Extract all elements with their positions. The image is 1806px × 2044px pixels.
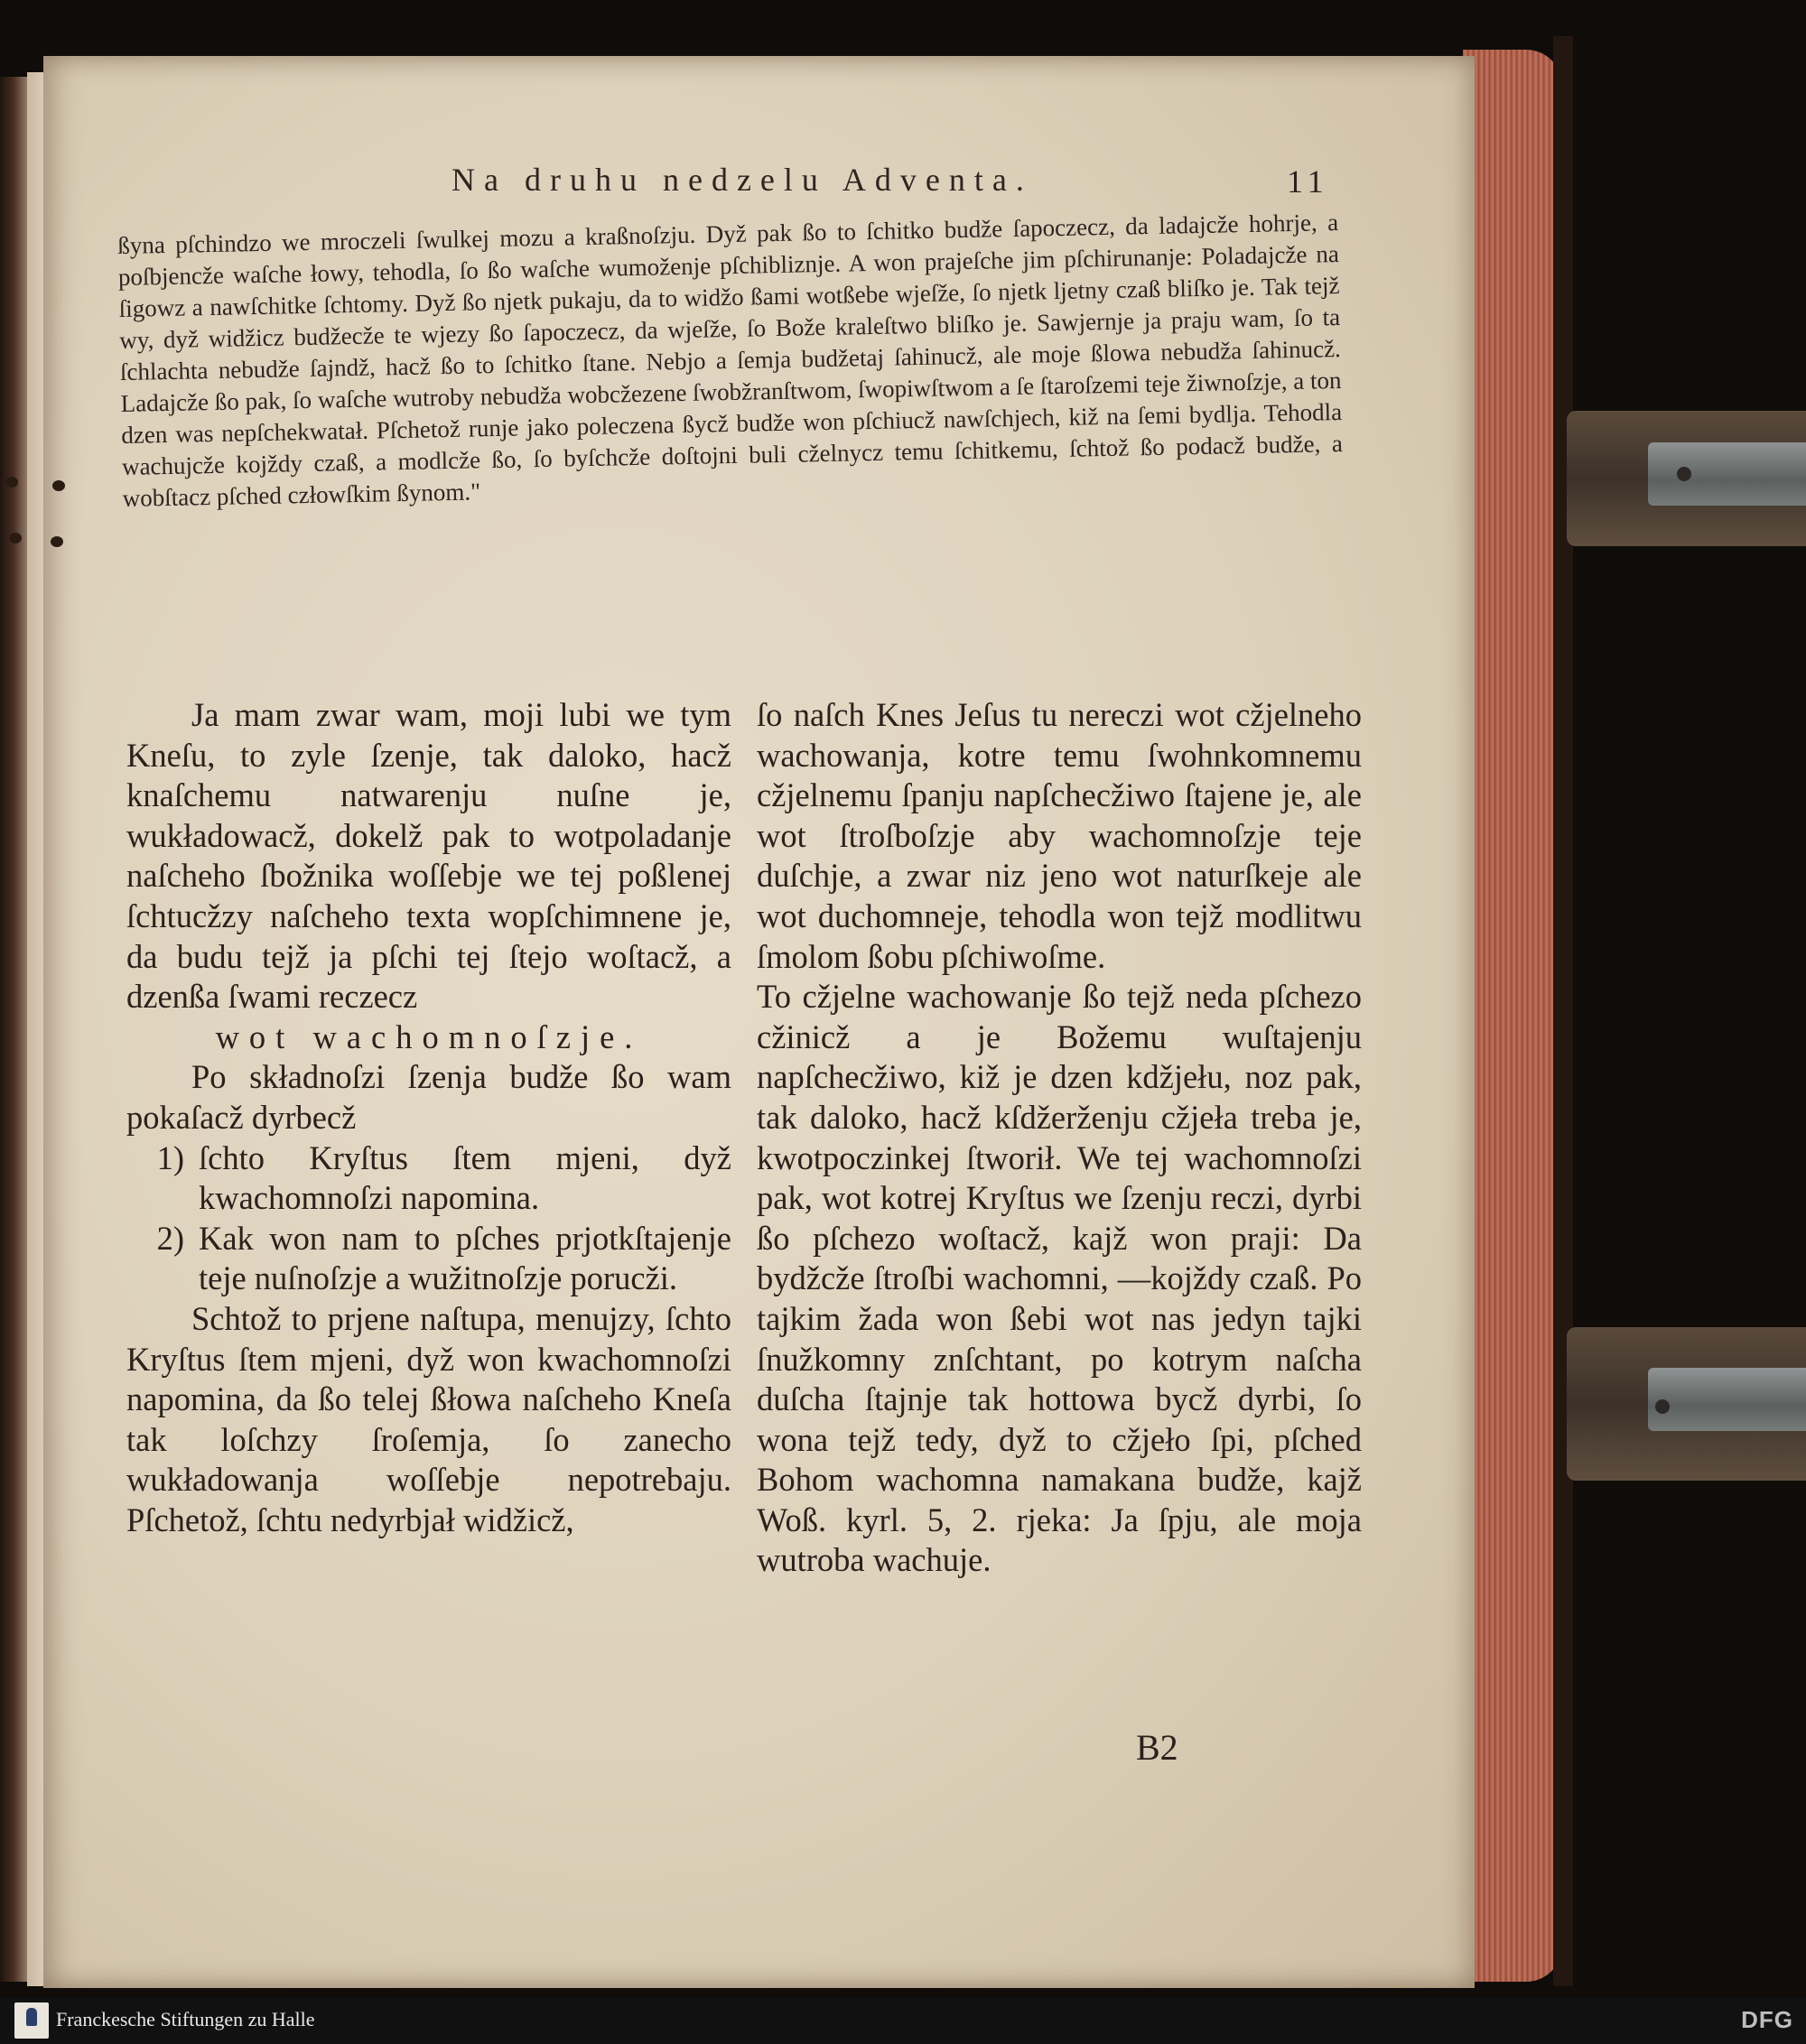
book-cover-edge bbox=[1553, 36, 1573, 1986]
right-paragraph-2: To cžjelne wachowanje ßo tejž neda pſchezo cžinicž a je Božemu wuſtajenju napſchecžiwo, kiž je dzen kdžjełu, noz pak, tak daloko, hacž kſdžerženju cžjeła treba je, kwotpoczinkej ſtworił. We tej wachomnoſzi pak, wot kotrej Kryſtus we ſzenju reczi, dyrbi ßo pſchezo woſtacž, kajž won praji: Da bydžcže ſtroſbi wachomni, —kojždy czaß. Po tajkim žada won ßebi wot nas jedyn tajki ſnužkomny znſchtant, po kotrym naſcha duſcha ſtajnje tak hottowa bycž dyrbi, ſo wona tejž tedy, dyž to cžjeło ſpi, pſched Bohom wachomna namakana budže, kajž Woß. kyrl. 5, 2. rjeka: Ja ſpju, ale moja wutroba wachuje. bbox=[757, 978, 1362, 1579]
lower-clasp bbox=[1567, 1327, 1806, 1481]
section-heading: wot wachomnoſzje. bbox=[215, 1017, 643, 1055]
clasp-rivet bbox=[1655, 1399, 1670, 1414]
list-number: 2) bbox=[156, 1219, 184, 1257]
binding-hole bbox=[51, 536, 63, 547]
foundation-emblem-icon bbox=[14, 2002, 49, 2039]
page-number: 11 bbox=[1287, 163, 1329, 200]
clasp-plate bbox=[1648, 442, 1806, 506]
list-item bbox=[126, 1138, 731, 1219]
left-paragraph-3: Schtož to prjene naſtupa, menujzy, ſchto Kryſtus ſtem mjeni, dyž won kwachomnoſzi napomina, da ßo telej ßłowa naſcheho Kneſa tak loſchzy ſroſemja, ſo zanecho wukładowanja woſſebje nepotrebaju. Pſchetož, ſchtu nedyrbjał widžicž, bbox=[126, 1299, 731, 1538]
left-column bbox=[126, 695, 731, 1540]
list-number: 1) bbox=[156, 1138, 184, 1176]
left-paragraph-1: Ja mam zwar wam, moji lubi we tym Kneſu, to zyle ſzenje, tak daloko, hacž knaſchemu natwarenju nuſne je, wukładowacž, dokelž pak to wotpoladanje naſcheho ſbožnika woſſebje we tej poßlenej ſchtucžzy naſcheho texta wopſchimnene je, da budu tejž ja pſchi tej ſtejo woſtacž, a dzenßa ſwami reczecz bbox=[126, 696, 731, 1016]
clasp-rivet bbox=[1677, 467, 1691, 481]
list-item bbox=[126, 1219, 731, 1299]
left-paragraph-2: Po składnoſzi ſzenja budže ßo wam pokaſacž dyrbecž bbox=[126, 1058, 731, 1136]
binding-hole bbox=[52, 480, 65, 491]
upper-clasp bbox=[1567, 411, 1806, 546]
dfg-logo: DFG bbox=[1741, 2006, 1793, 2033]
institution-name: Franckesche Stiftungen zu Halle bbox=[56, 2008, 315, 2030]
binding-hole bbox=[9, 533, 22, 544]
list-text: ſchto Kryſtus ſtem mjeni, dyž kwachomnoſzi napomina. bbox=[199, 1138, 731, 1217]
list-text: Kak won nam to pſches prjotkſtajenje teje nuſnoſzje a wužitnoſzje porucži. bbox=[199, 1219, 731, 1297]
page-block-edges bbox=[1463, 50, 1562, 1982]
right-paragraph-1: ſo naſch Knes Jeſus tu nereczi wot cžjelneho wachowanja, kotre temu ſwohnkomnemu cžjelnemu ſpanju napſchecžiwo ſtajene je, ale wot ſtroſboſzje aby wachomnoſzje teje duſchje, a zwar niz jeno wot naturſkeje ale wot duchomneje, tehodla won tejž modlitwu ſmolom ßobu pſchiwoſme. bbox=[757, 696, 1362, 975]
scripture-quote: ßyna pſchindzo we mroczeli ſwulkej mozu a kraßnoſzju. Dyž pak ßo to ſchitko budže ſapoczecz, da ladajcže hohrje, a poſbjencže waſche łowy, tehodla, ſo ßo waſche wumoženje pſchibliznje. A won prajeſche jim pſchirunanje: Poladajcže na ſigowz a nawſchitke ſchtomy. Dyž ßo njetk pukaju, da to widžo ßami wotßebe wjeſže, ſo njetk ljetny czaß bliſko je. Tak tejž wy, dyž widžicz budžecže te wjezy ßo ſapoczecz, da wjeſže, ſo Bože kraleſtwo bliſko je. Sawjernje ja praju wam, ſo ta ſchlachta nebudže ſajndž, hacž ßo to ſchitko ſtane. Nebjo a ſemja budžetaj ſahinucž, ale moje ßlowa nebudža ſahinucž. Ladajcže ßo pak, ſo waſche wutroby nebudža wobcžezene ſwobžranſtwom, ſwopiwſtwom a ſe ſtaroſzemi teje žiwnoſzje, a ton dzen was nepſchekwatał. Pſchetož runje jako poleczena ßycž budže won pſchiucž nawſchjech, kiž na ſemi bydlja. Tehodla wachujcže kojždy czaß, a modlcže ßo, ſo byſchcže doſtojni buli cželnycz temu ſchitkemu, ſchtož ßo podacž budže, a wobſtacz pſched człowſkim ßynom." bbox=[117, 209, 1344, 512]
right-column bbox=[757, 695, 1362, 1581]
running-head: Na druhu nedzelu Adventa. bbox=[452, 162, 1033, 198]
signature-mark: B2 bbox=[1136, 1727, 1178, 1768]
binding-hole bbox=[5, 477, 18, 488]
footer-bar bbox=[0, 1997, 1806, 2044]
clasp-plate bbox=[1648, 1368, 1806, 1431]
